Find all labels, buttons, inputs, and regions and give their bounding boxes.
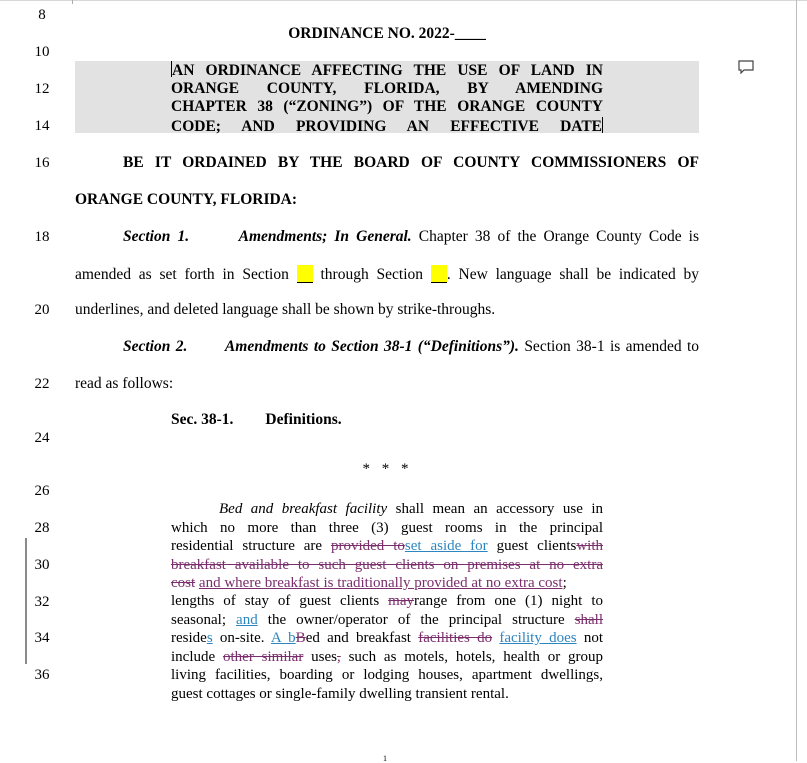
deleted-text[interactable]: provided to xyxy=(330,538,405,554)
section-placeholder-highlight[interactable] xyxy=(431,265,447,283)
code-section-number: Sec. 38-1. xyxy=(171,411,234,428)
definition-text: include xyxy=(171,649,216,665)
line-number: 32 xyxy=(34,594,50,610)
definition-text: the owner/operator of the principal structure xyxy=(267,612,565,628)
ordinance-caption[interactable] xyxy=(171,61,603,135)
inserted-text[interactable]: A b xyxy=(270,630,296,646)
line-number: 16 xyxy=(34,155,50,171)
section-1-text: amended as set forth in Section xyxy=(75,266,289,283)
definition-text: lengths of stay of guest clients xyxy=(171,593,380,609)
definition-line xyxy=(171,592,603,610)
section-2-paragraph xyxy=(75,338,699,356)
deleted-text[interactable]: shall xyxy=(574,612,604,628)
comment-icon[interactable] xyxy=(738,60,754,74)
line-number: 12 xyxy=(34,81,50,97)
definition-line: living facilities, boarding or lodging houses, apartment dwellings, xyxy=(171,667,603,683)
definition-line xyxy=(171,537,603,555)
section-1-label: Section 1. xyxy=(123,228,190,245)
line-number: 30 xyxy=(34,557,50,573)
deleted-text[interactable]: , xyxy=(337,649,341,665)
omission-stars: * * * xyxy=(362,461,413,477)
definition-text: not xyxy=(583,630,603,646)
definition-text: on-site. xyxy=(219,630,265,646)
definition-text: seasonal; xyxy=(171,612,226,628)
definition-text: reside xyxy=(171,630,207,646)
section-1-text: through Section xyxy=(320,266,424,283)
definition-text: uses xyxy=(311,649,337,665)
section-1-line-3: underlines, and deleted language shall be shown by strike-throughs. xyxy=(75,301,496,318)
inserted-text[interactable]: and xyxy=(236,612,258,628)
line-number: 26 xyxy=(34,483,50,499)
section-placeholder-highlight[interactable] xyxy=(297,265,313,283)
caption-line: AN ORDINANCE AFFECTING THE USE OF LAND IN xyxy=(172,62,603,79)
ordinance-title: ORDINANCE NO. 2022-____ xyxy=(288,25,486,42)
code-section-title: Definitions. xyxy=(265,411,342,428)
margin-tick xyxy=(72,0,73,4)
line-number: 14 xyxy=(34,118,50,134)
line-number: 24 xyxy=(34,430,50,446)
ordained-clause: BE IT ORDAINED BY THE BOARD OF COUNTY COMMISSIONERS OF xyxy=(123,154,699,171)
caption-line: CODE; AND PROVIDING AN EFFECTIVE DATE xyxy=(171,117,602,135)
inserted-text[interactable]: and where breakfast is traditionally provided at no extra cost xyxy=(198,575,563,591)
top-border xyxy=(0,0,807,1)
line-number: 8 xyxy=(38,7,46,23)
inserted-text[interactable]: set aside for xyxy=(404,538,488,554)
definition-line xyxy=(171,648,603,666)
caption-line: CHAPTER 38 (“ZONING”) OF THE ORANGE COUNTY xyxy=(171,98,603,115)
page-right-border xyxy=(796,0,797,761)
definition-line xyxy=(171,574,603,592)
deleted-text[interactable]: B xyxy=(295,630,306,646)
section-1-text: Chapter 38 of the Orange County Code is xyxy=(418,228,700,245)
definition-line xyxy=(171,611,603,629)
definition-text: range from one (1) night to xyxy=(414,593,603,609)
definition-text: ; xyxy=(562,575,567,591)
definition-text: shall mean an accessory use in xyxy=(395,501,604,517)
section-1-text: . New language shall be indicated by xyxy=(446,266,700,283)
definition-text: residential structure are xyxy=(171,538,323,554)
definition-line: which no more than three (3) guest rooms in the principal xyxy=(171,520,603,536)
definition-line xyxy=(171,500,603,518)
line-number: 28 xyxy=(34,520,50,536)
line-number: 20 xyxy=(34,302,50,318)
section-2-line-2: read as follows: xyxy=(75,375,174,392)
line-number: 22 xyxy=(34,376,50,392)
text-cursor xyxy=(602,117,603,133)
revision-change-bar xyxy=(25,538,27,664)
deleted-text[interactable]: cost xyxy=(171,575,196,591)
defined-term: Bed and breakfast facility xyxy=(219,501,388,517)
inserted-text[interactable]: s xyxy=(206,630,213,646)
line-number: 18 xyxy=(34,229,50,245)
definition-text: such as motels, hotels, health or group xyxy=(348,649,604,665)
deleted-text[interactable]: facilities do xyxy=(418,630,493,646)
page-number: 1 xyxy=(383,754,387,763)
line-number: 36 xyxy=(34,667,50,683)
section-1-paragraph xyxy=(75,228,699,246)
deleted-text[interactable]: with xyxy=(576,538,603,554)
code-section-heading xyxy=(171,411,342,429)
definition-line xyxy=(171,629,603,647)
definition-line: guest cottages or single-family dwelling transient rental. xyxy=(171,686,509,702)
line-number: 10 xyxy=(34,44,50,60)
caption-line: ORANGE COUNTY, FLORIDA, BY AMENDING xyxy=(171,79,603,97)
deleted-text[interactable]: breakfast available to such guest clients on premises at no extra xyxy=(171,557,603,573)
section-1-line-2 xyxy=(75,265,699,284)
inserted-text[interactable]: facility does xyxy=(499,630,577,646)
section-2-label: Section 2. xyxy=(123,338,188,355)
section-2-text: Section 38-1 is amended to xyxy=(524,338,700,355)
section-1-heading: Amendments; In General. xyxy=(238,228,412,245)
deleted-text[interactable]: other similar xyxy=(223,649,304,665)
definition-text: guest clients xyxy=(496,538,577,554)
section-2-heading: Amendments to Section 38-1 (“Definitions”). xyxy=(224,338,519,355)
ordained-clause-end: ORANGE COUNTY, FLORIDA: xyxy=(75,191,298,208)
deleted-text[interactable]: may xyxy=(388,593,414,609)
definition-text: ed and breakfast xyxy=(305,630,411,646)
line-number: 34 xyxy=(34,630,50,646)
